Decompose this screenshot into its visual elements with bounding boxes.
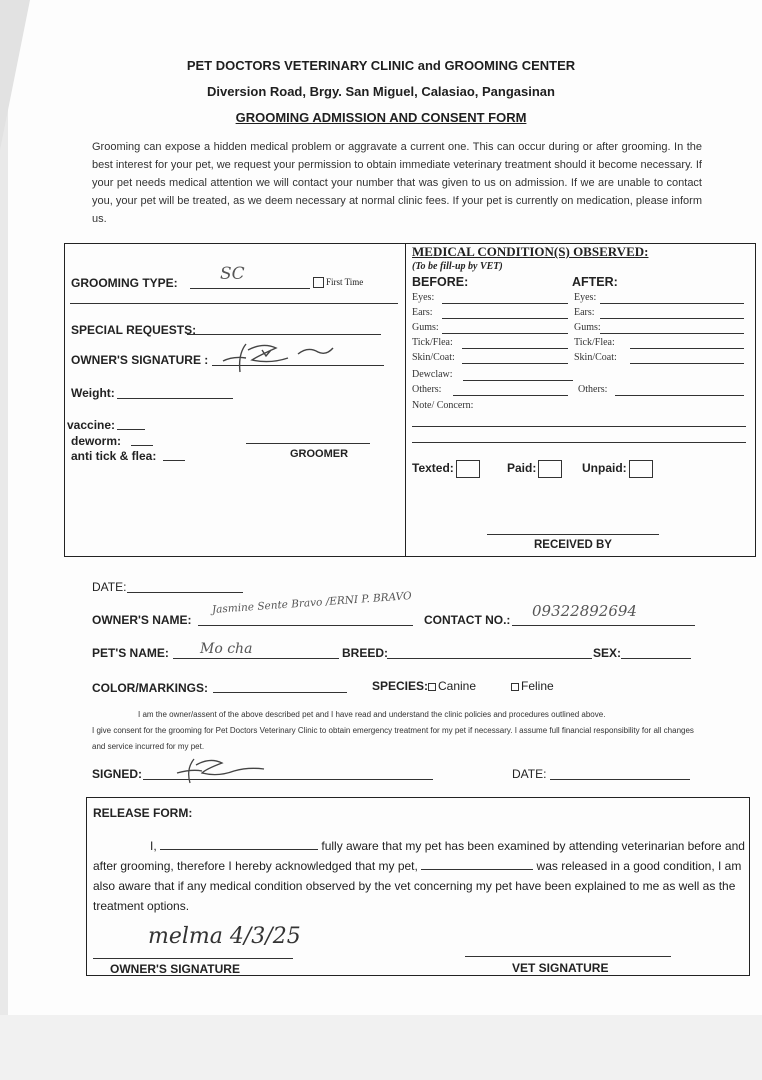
release-owner-name-field[interactable] xyxy=(160,837,318,850)
signed-label: SIGNED: xyxy=(92,767,143,781)
note-concern-label: Note/ Concern: xyxy=(412,400,474,411)
received-by-label: RECEIVED BY xyxy=(534,539,612,551)
paid-option[interactable] xyxy=(507,460,562,478)
medical-title: MEDICAL CONDITION(S) OBSERVED: xyxy=(412,244,649,259)
contact-field[interactable] xyxy=(512,625,695,626)
vet-signature-field[interactable] xyxy=(465,956,671,957)
texted-label: Texted: xyxy=(412,461,454,476)
first-time-checkbox[interactable] xyxy=(313,277,324,288)
paid-label: Paid: xyxy=(507,461,537,476)
grooming-type-field[interactable] xyxy=(190,288,310,289)
after-row-label: Eyes: xyxy=(574,292,597,303)
note-concern-line-1[interactable] xyxy=(412,426,746,427)
before-row-label: Dewclaw: xyxy=(412,369,453,380)
weight-label: Weight: xyxy=(71,386,115,400)
before-row-label: Eyes: xyxy=(412,292,435,303)
grooming-type-underline xyxy=(70,303,398,304)
unpaid-label: Unpaid: xyxy=(582,461,627,476)
vaccine-label: vaccine: xyxy=(67,418,116,432)
after-row-field[interactable] xyxy=(600,333,744,334)
feline-label: Feline xyxy=(521,679,554,693)
groomer-signature-field[interactable] xyxy=(246,443,370,444)
paper-corner-shadow xyxy=(0,0,30,150)
anti-tick-label: anti tick & flea: xyxy=(71,449,157,463)
signed-scribble xyxy=(172,755,272,785)
date-field[interactable] xyxy=(127,592,243,593)
canine-label: Canine xyxy=(438,679,477,693)
release-title: RELEASE FORM: xyxy=(93,806,193,820)
release-paragraph xyxy=(93,836,745,916)
owner-signature-label: OWNER'S SIGNATURE : xyxy=(71,353,209,367)
after-row-label: Ears: xyxy=(574,307,595,318)
feline-option[interactable] xyxy=(511,679,554,693)
consent-date-field[interactable] xyxy=(550,779,690,780)
paper-bottom-shadow xyxy=(0,1015,762,1080)
form-title: GROOMING ADMISSION AND CONSENT FORM xyxy=(235,110,527,125)
owner-name-field[interactable] xyxy=(198,625,413,626)
release-owner-signature-label: OWNER'S SIGNATURE xyxy=(110,962,240,976)
note-concern-line-2[interactable] xyxy=(412,442,746,443)
unpaid-checkbox[interactable] xyxy=(629,460,653,478)
pet-name-field[interactable] xyxy=(173,658,339,659)
deworm-field[interactable] xyxy=(131,445,153,446)
after-row-label: Gums: xyxy=(574,322,601,333)
vaccine-field[interactable] xyxy=(117,429,145,430)
deworm-label: deworm: xyxy=(71,434,122,448)
column-divider xyxy=(405,243,406,557)
received-by-field[interactable] xyxy=(487,534,659,535)
before-row-field[interactable] xyxy=(462,363,568,364)
release-text-c: was released in a good condition, I am also aware that if any medical condition observed by the vet concerning my pet have been explained to me as well as the treatment options. xyxy=(93,859,742,913)
before-row-label: Skin/Coat: xyxy=(412,352,455,363)
canine-option[interactable] xyxy=(428,679,476,693)
after-row-field[interactable] xyxy=(615,395,744,396)
before-row-label: Others: xyxy=(412,384,442,395)
before-row-label: Tick/Flea: xyxy=(412,337,453,348)
canine-checkbox[interactable] xyxy=(428,683,436,691)
anti-tick-field[interactable] xyxy=(163,460,185,461)
pet-name-value: Mo cha xyxy=(200,641,253,657)
clinic-address: Diversion Road, Brgy. San Miguel, Calasiao, Pangasinan xyxy=(207,84,555,99)
species-label: SPECIES: xyxy=(372,679,429,693)
texted-checkbox[interactable] xyxy=(456,460,480,478)
sex-field[interactable] xyxy=(621,658,691,659)
before-row-field[interactable] xyxy=(442,333,568,334)
before-row-field[interactable] xyxy=(453,395,568,396)
intro-paragraph: Grooming can expose a hidden medical problem or aggravate a current one. This can occur during or after grooming. In the best interest for your pet, we request your permission to obtain immediate veterinary treatment should it become necessary. If your pet needs medical attention we will contact your number that was given to us on admission. If we are unable to contact you, your pet will be treated, as we deem necessary at normal clinic fees. If your pet is currently on medication, please inform us. xyxy=(92,141,702,225)
after-row-label: Skin/Coat: xyxy=(574,352,617,363)
unpaid-option[interactable] xyxy=(582,460,653,478)
consent-line-1: I am the owner/assent of the above described pet and I have read and understand the clinic policies and procedures outlined above. xyxy=(138,710,606,719)
owner-name-value: Jasmine Sente Bravo /ERNI P. BRAVO xyxy=(211,590,413,616)
special-requests-field[interactable] xyxy=(187,334,381,335)
paid-checkbox[interactable] xyxy=(538,460,562,478)
special-requests-label: SPECIAL REQUESTS: xyxy=(71,323,197,337)
breed-label: BREED: xyxy=(342,646,389,660)
consent-line-2: I give consent for the grooming for Pet Doctors Veterinary Clinic to obtain emergency treatment for my pet if necessary. I assume full financial responsibility for all changes and service incurred for my pet. xyxy=(92,726,694,751)
release-handwritten-signature: melma 4/3/25 xyxy=(148,924,301,949)
clinic-name: PET DOCTORS VETERINARY CLINIC and GROOMING CENTER xyxy=(186,58,576,73)
release-text-b: fully aware that my pet has been examined by attending veterinarian before and after grooming, therefore I hereby acknowledged that my pet, xyxy=(93,839,745,873)
before-row-field[interactable] xyxy=(463,380,573,381)
owner-signature-scribble xyxy=(218,336,338,376)
after-row-field[interactable] xyxy=(600,303,744,304)
release-pet-name-field[interactable] xyxy=(421,857,533,870)
grooming-type-label: GROOMING TYPE: xyxy=(71,276,178,290)
color-markings-field[interactable] xyxy=(213,692,347,693)
pet-name-label: PET'S NAME: xyxy=(92,646,169,660)
after-row-field[interactable] xyxy=(600,318,744,319)
after-row-label: Others: xyxy=(578,384,608,395)
vet-signature-label: VET SIGNATURE xyxy=(512,961,609,975)
before-label: BEFORE: xyxy=(412,275,469,289)
medical-note: (To be fill-up by VET) xyxy=(412,261,503,272)
feline-checkbox[interactable] xyxy=(511,683,519,691)
owner-name-label: OWNER'S NAME: xyxy=(92,613,192,627)
release-owner-signature-field[interactable] xyxy=(93,958,293,959)
sex-label: SEX: xyxy=(593,646,622,660)
grooming-medical-box xyxy=(64,243,756,557)
before-row-label: Ears: xyxy=(412,307,433,318)
date-label: DATE: xyxy=(92,580,127,594)
before-row-field[interactable] xyxy=(442,303,568,304)
before-row-field[interactable] xyxy=(442,318,568,319)
first-time-option[interactable] xyxy=(313,277,363,288)
after-row-field[interactable] xyxy=(630,363,744,364)
release-text-a: I, xyxy=(150,839,157,853)
weight-field[interactable] xyxy=(117,398,233,399)
contact-value: 09322892694 xyxy=(532,602,637,620)
grooming-type-value: SC xyxy=(220,264,245,284)
first-time-label: First Time xyxy=(326,277,364,287)
before-row-label: Gums: xyxy=(412,322,439,333)
before-row-field[interactable] xyxy=(462,348,568,349)
after-row-field[interactable] xyxy=(630,348,744,349)
after-row-label: Tick/Flea: xyxy=(574,337,615,348)
groomer-label: GROOMER xyxy=(290,448,349,460)
consent-date-label: DATE: xyxy=(512,767,547,781)
contact-label: CONTACT NO.: xyxy=(424,613,511,627)
color-markings-label: COLOR/MARKINGS: xyxy=(92,681,208,695)
after-label: AFTER: xyxy=(572,275,618,289)
texted-option[interactable] xyxy=(412,460,480,478)
breed-field[interactable] xyxy=(387,658,592,659)
